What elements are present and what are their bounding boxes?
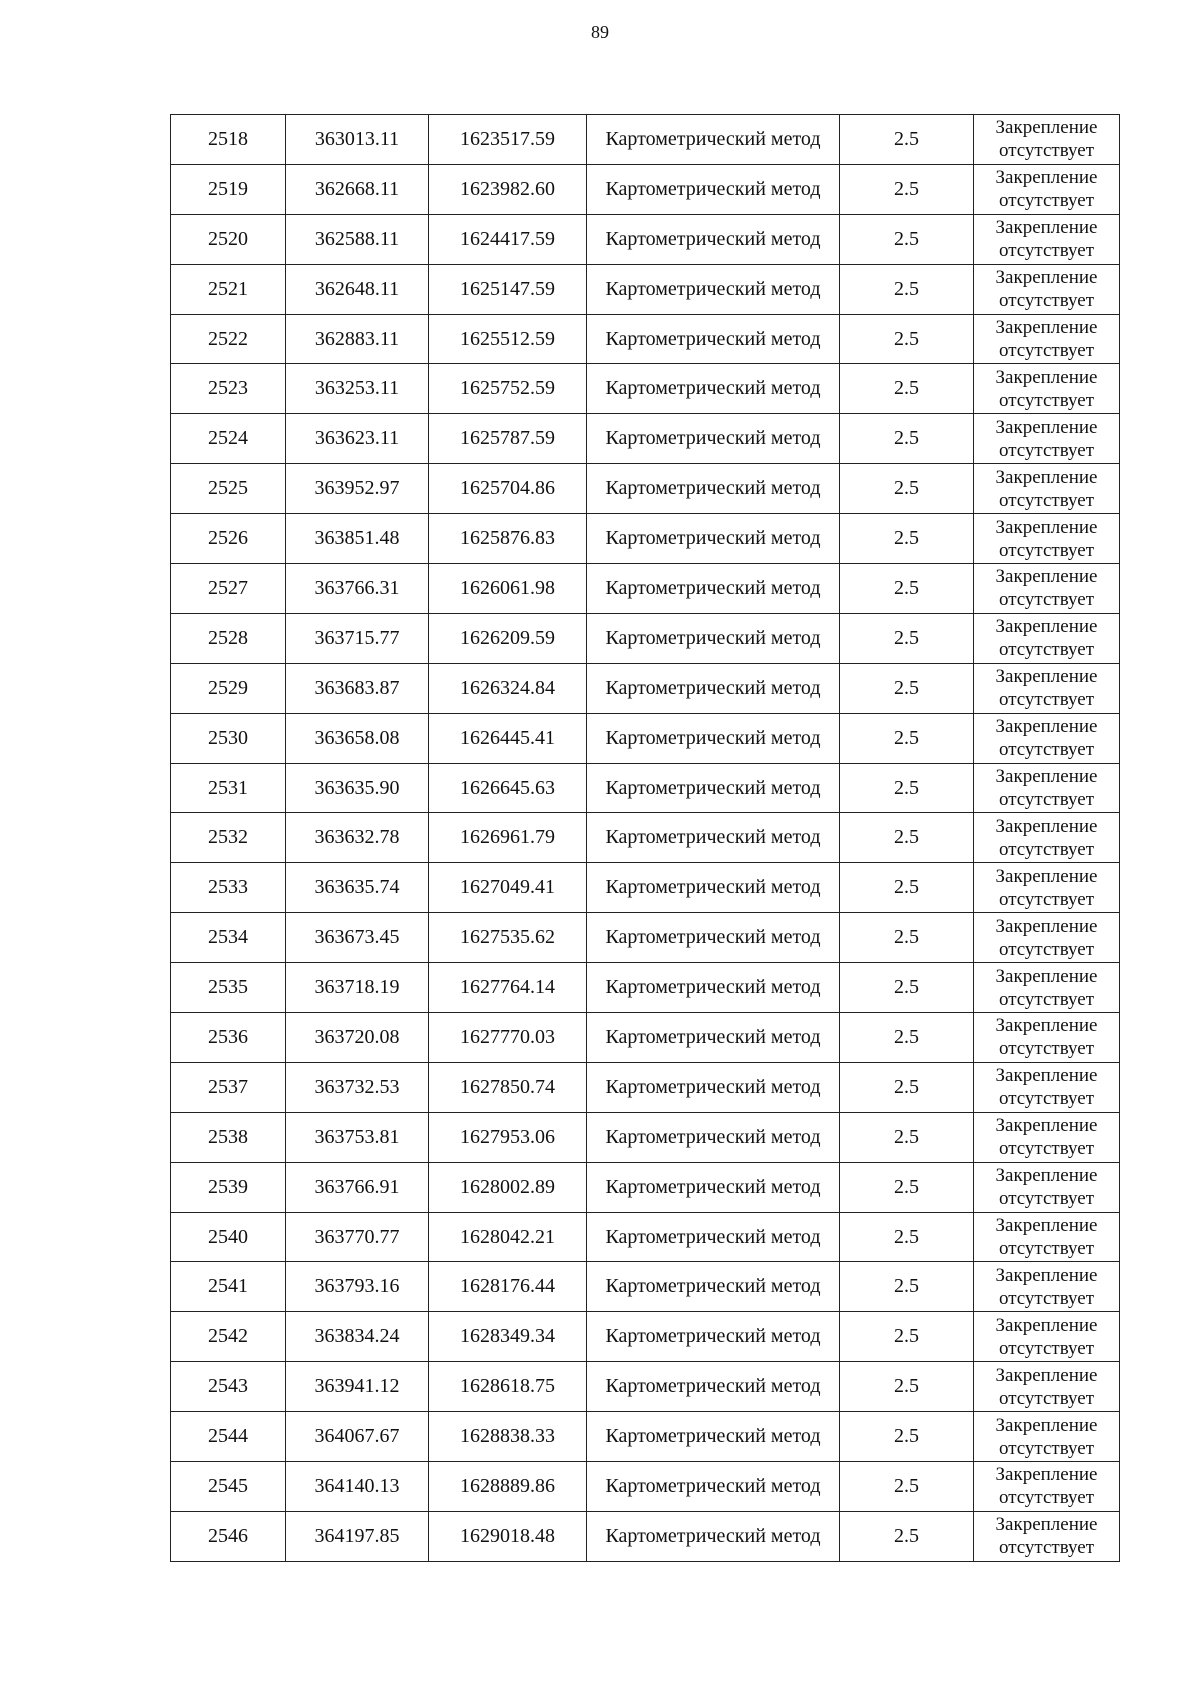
y-coordinate-cell: 1623982.60 xyxy=(429,164,587,214)
fixation-cell xyxy=(974,115,1120,165)
y-coordinate-cell: 1625787.59 xyxy=(429,414,587,464)
fixation-line-2: отсутствует xyxy=(998,489,1095,511)
method-cell: Картометрический метод xyxy=(587,813,840,863)
y-coordinate-cell: 1628002.89 xyxy=(429,1162,587,1212)
fixation-line-1: Закрепление xyxy=(995,1364,1098,1386)
point-number-cell: 2535 xyxy=(171,963,286,1013)
method-cell: Картометрический метод xyxy=(587,863,840,913)
method-cell: Картометрический метод xyxy=(587,115,840,165)
table-row xyxy=(171,663,1120,713)
x-coordinate-cell: 363683.87 xyxy=(286,663,429,713)
accuracy-cell: 2.5 xyxy=(840,164,974,214)
point-number-cell: 2543 xyxy=(171,1362,286,1412)
accuracy-cell: 2.5 xyxy=(840,1412,974,1462)
table-row xyxy=(171,414,1120,464)
x-coordinate-cell: 363952.97 xyxy=(286,464,429,514)
table-row xyxy=(171,1162,1120,1212)
accuracy-cell: 2.5 xyxy=(840,663,974,713)
method-cell: Картометрический метод xyxy=(587,464,840,514)
y-coordinate-cell: 1624417.59 xyxy=(429,214,587,264)
fixation-cell xyxy=(974,464,1120,514)
fixation-line-1: Закрепление xyxy=(995,317,1098,338)
fixation-line-1: Закрепление xyxy=(995,965,1098,987)
fixation-cell xyxy=(974,414,1120,464)
x-coordinate-cell: 363941.12 xyxy=(286,1362,429,1412)
table-row xyxy=(171,115,1120,165)
method-cell: Картометрический метод xyxy=(587,713,840,763)
method-cell: Картометрический метод xyxy=(587,1013,840,1063)
fixation-line-2: отсутствует xyxy=(998,240,1095,262)
accuracy-cell: 2.5 xyxy=(840,613,974,663)
point-number-cell: 2544 xyxy=(171,1412,286,1462)
fixation-cell xyxy=(974,1312,1120,1362)
fixation-line-2: отсутствует xyxy=(998,739,1095,761)
y-coordinate-cell: 1628176.44 xyxy=(429,1262,587,1312)
fixation-line-1: Закрепление xyxy=(995,516,1098,538)
fixation-line-2: отсутствует xyxy=(998,340,1095,361)
fixation-line-2: отсутствует xyxy=(998,1038,1095,1060)
fixation-cell xyxy=(974,1412,1120,1462)
table-row xyxy=(171,963,1120,1013)
accuracy-cell: 2.5 xyxy=(840,464,974,514)
y-coordinate-cell: 1627953.06 xyxy=(429,1112,587,1162)
accuracy-cell: 2.5 xyxy=(840,1013,974,1063)
table-row xyxy=(171,564,1120,614)
fixation-line-2: отсутствует xyxy=(998,539,1095,561)
fixation-line-1: Закрепление xyxy=(995,366,1098,388)
fixation-cell xyxy=(974,364,1120,414)
fixation-line-1: Закрепление xyxy=(995,167,1098,189)
y-coordinate-cell: 1626961.79 xyxy=(429,813,587,863)
x-coordinate-cell: 363753.81 xyxy=(286,1112,429,1162)
x-coordinate-cell: 363623.11 xyxy=(286,414,429,464)
y-coordinate-cell: 1628838.33 xyxy=(429,1412,587,1462)
x-coordinate-cell: 363834.24 xyxy=(286,1312,429,1362)
point-number-cell: 2534 xyxy=(171,913,286,963)
fixation-line-1: Закрепление xyxy=(995,1015,1098,1037)
fixation-cell xyxy=(974,264,1120,314)
accuracy-cell: 2.5 xyxy=(840,1462,974,1512)
fixation-cell xyxy=(974,1362,1120,1412)
fixation-line-2: отсутствует xyxy=(998,938,1095,960)
x-coordinate-cell: 363013.11 xyxy=(286,115,429,165)
fixation-cell xyxy=(974,1162,1120,1212)
point-number-cell: 2525 xyxy=(171,464,286,514)
point-number-cell: 2541 xyxy=(171,1262,286,1312)
y-coordinate-cell: 1626061.98 xyxy=(429,564,587,614)
x-coordinate-cell: 362668.11 xyxy=(286,164,429,214)
fixation-cell xyxy=(974,1062,1120,1112)
table-row xyxy=(171,1511,1120,1561)
x-coordinate-cell: 363635.74 xyxy=(286,863,429,913)
fixation-line-2: отсутствует xyxy=(998,439,1095,461)
method-cell: Картометрический метод xyxy=(587,564,840,614)
y-coordinate-cell: 1627049.41 xyxy=(429,863,587,913)
x-coordinate-cell: 363851.48 xyxy=(286,514,429,564)
table-row xyxy=(171,1013,1120,1063)
accuracy-cell: 2.5 xyxy=(840,1312,974,1362)
accuracy-cell: 2.5 xyxy=(840,264,974,314)
x-coordinate-cell: 363770.77 xyxy=(286,1212,429,1262)
accuracy-cell: 2.5 xyxy=(840,564,974,614)
fixation-cell xyxy=(974,763,1120,813)
fixation-line-2: отсутствует xyxy=(998,1337,1095,1359)
accuracy-cell: 2.5 xyxy=(840,713,974,763)
y-coordinate-cell: 1628889.86 xyxy=(429,1462,587,1512)
accuracy-cell: 2.5 xyxy=(840,913,974,963)
point-number-cell: 2537 xyxy=(171,1062,286,1112)
x-coordinate-cell: 363673.45 xyxy=(286,913,429,963)
accuracy-cell: 2.5 xyxy=(840,1511,974,1561)
table-row xyxy=(171,214,1120,264)
fixation-cell xyxy=(974,164,1120,214)
accuracy-cell: 2.5 xyxy=(840,863,974,913)
accuracy-cell: 2.5 xyxy=(840,1112,974,1162)
method-cell: Картометрический метод xyxy=(587,414,840,464)
y-coordinate-cell: 1627850.74 xyxy=(429,1062,587,1112)
fixation-line-2: отсутствует xyxy=(998,1437,1095,1459)
table-row xyxy=(171,1262,1120,1312)
fixation-line-1: Закрепление xyxy=(995,666,1098,688)
method-cell: Картометрический метод xyxy=(587,1112,840,1162)
point-number-cell: 2526 xyxy=(171,514,286,564)
x-coordinate-cell: 363718.19 xyxy=(286,963,429,1013)
x-coordinate-cell: 363732.53 xyxy=(286,1062,429,1112)
y-coordinate-cell: 1627535.62 xyxy=(429,913,587,963)
fixation-line-2: отсутствует xyxy=(998,789,1095,811)
y-coordinate-cell: 1625752.59 xyxy=(429,364,587,414)
accuracy-cell: 2.5 xyxy=(840,115,974,165)
fixation-line-1: Закрепление xyxy=(995,915,1098,937)
table-row xyxy=(171,613,1120,663)
y-coordinate-cell: 1625147.59 xyxy=(429,264,587,314)
fixation-line-1: Закрепление xyxy=(995,1414,1098,1436)
x-coordinate-cell: 363766.31 xyxy=(286,564,429,614)
fixation-cell xyxy=(974,514,1120,564)
point-number-cell: 2519 xyxy=(171,164,286,214)
y-coordinate-cell: 1628618.75 xyxy=(429,1362,587,1412)
point-number-cell: 2531 xyxy=(171,763,286,813)
table-row xyxy=(171,264,1120,314)
x-coordinate-cell: 363720.08 xyxy=(286,1013,429,1063)
point-number-cell: 2520 xyxy=(171,214,286,264)
point-number-cell: 2530 xyxy=(171,713,286,763)
fixation-line-2: отсутствует xyxy=(998,1387,1095,1409)
fixation-cell xyxy=(974,963,1120,1013)
fixation-line-2: отсутствует xyxy=(998,1537,1095,1559)
accuracy-cell: 2.5 xyxy=(840,1362,974,1412)
table-row xyxy=(171,763,1120,813)
fixation-cell xyxy=(974,713,1120,763)
fixation-line-2: отсутствует xyxy=(998,1138,1095,1160)
x-coordinate-cell: 363766.91 xyxy=(286,1162,429,1212)
x-coordinate-cell: 363253.11 xyxy=(286,364,429,414)
method-cell: Картометрический метод xyxy=(587,214,840,264)
table-row xyxy=(171,813,1120,863)
table-row xyxy=(171,863,1120,913)
coordinates-table xyxy=(170,114,1120,1562)
method-cell: Картометрический метод xyxy=(587,663,840,713)
fixation-line-1: Закрепление xyxy=(995,1264,1098,1286)
method-cell: Картометрический метод xyxy=(587,1462,840,1512)
accuracy-cell: 2.5 xyxy=(840,214,974,264)
point-number-cell: 2546 xyxy=(171,1511,286,1561)
x-coordinate-cell: 363793.16 xyxy=(286,1262,429,1312)
accuracy-cell: 2.5 xyxy=(840,364,974,414)
method-cell: Картометрический метод xyxy=(587,1162,840,1212)
table-row xyxy=(171,1112,1120,1162)
fixation-line-1: Закрепление xyxy=(995,117,1098,139)
fixation-line-2: отсутствует xyxy=(998,190,1095,212)
x-coordinate-cell: 362588.11 xyxy=(286,214,429,264)
fixation-line-2: отсутствует xyxy=(998,1088,1095,1110)
y-coordinate-cell: 1626209.59 xyxy=(429,613,587,663)
point-number-cell: 2538 xyxy=(171,1112,286,1162)
fixation-line-1: Закрепление xyxy=(995,416,1098,438)
point-number-cell: 2528 xyxy=(171,613,286,663)
y-coordinate-cell: 1627770.03 xyxy=(429,1013,587,1063)
table-body xyxy=(171,115,1120,1562)
table-row xyxy=(171,1312,1120,1362)
method-cell: Картометрический метод xyxy=(587,164,840,214)
point-number-cell: 2523 xyxy=(171,364,286,414)
accuracy-cell: 2.5 xyxy=(840,813,974,863)
x-coordinate-cell: 363635.90 xyxy=(286,763,429,813)
fixation-line-1: Закрепление xyxy=(995,815,1098,837)
fixation-line-2: отсутствует xyxy=(998,639,1095,661)
fixation-cell xyxy=(974,863,1120,913)
fixation-line-2: отсутствует xyxy=(998,888,1095,910)
y-coordinate-cell: 1625876.83 xyxy=(429,514,587,564)
point-number-cell: 2533 xyxy=(171,863,286,913)
fixation-line-1: Закрепление xyxy=(995,716,1098,738)
fixation-line-1: Закрепление xyxy=(995,865,1098,887)
point-number-cell: 2524 xyxy=(171,414,286,464)
fixation-line-2: отсутствует xyxy=(998,389,1095,411)
table-row xyxy=(171,364,1120,414)
method-cell: Картометрический метод xyxy=(587,1412,840,1462)
y-coordinate-cell: 1623517.59 xyxy=(429,115,587,165)
x-coordinate-cell: 363632.78 xyxy=(286,813,429,863)
x-coordinate-cell: 363715.77 xyxy=(286,613,429,663)
y-coordinate-cell: 1626324.84 xyxy=(429,663,587,713)
fixation-line-2: отсутствует xyxy=(998,838,1095,860)
fixation-cell xyxy=(974,1013,1120,1063)
fixation-cell xyxy=(974,1462,1120,1512)
table-row xyxy=(171,164,1120,214)
y-coordinate-cell: 1626645.63 xyxy=(429,763,587,813)
fixation-line-2: отсутствует xyxy=(998,1188,1095,1210)
method-cell: Картометрический метод xyxy=(587,514,840,564)
point-number-cell: 2539 xyxy=(171,1162,286,1212)
table-row xyxy=(171,464,1120,514)
fixation-cell xyxy=(974,1212,1120,1262)
fixation-line-1: Закрепление xyxy=(995,1215,1098,1237)
x-coordinate-cell: 364140.13 xyxy=(286,1462,429,1512)
table-row xyxy=(171,1362,1120,1412)
fixation-line-1: Закрепление xyxy=(995,1165,1098,1187)
fixation-line-1: Закрепление xyxy=(995,1514,1098,1536)
method-cell: Картометрический метод xyxy=(587,763,840,813)
accuracy-cell: 2.5 xyxy=(840,314,974,364)
point-number-cell: 2545 xyxy=(171,1462,286,1512)
fixation-cell xyxy=(974,663,1120,713)
fixation-line-1: Закрепление xyxy=(995,566,1098,588)
fixation-line-1: Закрепление xyxy=(995,217,1098,239)
fixation-line-2: отсутствует xyxy=(998,140,1095,162)
table-row xyxy=(171,1212,1120,1262)
x-coordinate-cell: 364197.85 xyxy=(286,1511,429,1561)
point-number-cell: 2536 xyxy=(171,1013,286,1063)
method-cell: Картометрический метод xyxy=(587,613,840,663)
fixation-cell xyxy=(974,1112,1120,1162)
y-coordinate-cell: 1626445.41 xyxy=(429,713,587,763)
fixation-line-1: Закрепление xyxy=(995,466,1098,488)
method-cell: Картометрический метод xyxy=(587,1362,840,1412)
point-number-cell: 2540 xyxy=(171,1212,286,1262)
accuracy-cell: 2.5 xyxy=(840,963,974,1013)
fixation-cell xyxy=(974,813,1120,863)
table-row xyxy=(171,1062,1120,1112)
method-cell: Картометрический метод xyxy=(587,963,840,1013)
table-row xyxy=(171,713,1120,763)
y-coordinate-cell: 1628349.34 xyxy=(429,1312,587,1362)
accuracy-cell: 2.5 xyxy=(840,414,974,464)
y-coordinate-cell: 1625512.59 xyxy=(429,314,587,364)
fixation-line-1: Закрепление xyxy=(995,1314,1098,1336)
table-row xyxy=(171,913,1120,963)
y-coordinate-cell: 1629018.48 xyxy=(429,1511,587,1561)
table-row xyxy=(171,1462,1120,1512)
fixation-line-1: Закрепление xyxy=(995,1065,1098,1087)
table-row xyxy=(171,314,1120,364)
x-coordinate-cell: 364067.67 xyxy=(286,1412,429,1462)
fixation-cell xyxy=(974,913,1120,963)
method-cell: Картометрический метод xyxy=(587,314,840,364)
fixation-line-2: отсутствует xyxy=(998,1238,1095,1260)
method-cell: Картометрический метод xyxy=(587,1212,840,1262)
point-number-cell: 2532 xyxy=(171,813,286,863)
fixation-line-1: Закрепление xyxy=(995,1464,1098,1486)
point-number-cell: 2522 xyxy=(171,314,286,364)
fixation-line-1: Закрепление xyxy=(995,766,1098,788)
point-number-cell: 2542 xyxy=(171,1312,286,1362)
fixation-line-1: Закрепление xyxy=(995,1115,1098,1137)
fixation-cell xyxy=(974,1262,1120,1312)
fixation-line-1: Закрепление xyxy=(995,267,1098,289)
page-number: 89 xyxy=(591,22,609,42)
method-cell: Картометрический метод xyxy=(587,1062,840,1112)
method-cell: Картометрический метод xyxy=(587,1511,840,1561)
fixation-cell xyxy=(974,214,1120,264)
accuracy-cell: 2.5 xyxy=(840,1162,974,1212)
fixation-line-2: отсутствует xyxy=(998,988,1095,1010)
fixation-line-2: отсутствует xyxy=(998,689,1095,711)
method-cell: Картометрический метод xyxy=(587,1312,840,1362)
y-coordinate-cell: 1625704.86 xyxy=(429,464,587,514)
method-cell: Картометрический метод xyxy=(587,1262,840,1312)
fixation-line-2: отсутствует xyxy=(998,1487,1095,1509)
table-row xyxy=(171,1412,1120,1462)
x-coordinate-cell: 362648.11 xyxy=(286,264,429,314)
fixation-line-1: Закрепление xyxy=(995,616,1098,638)
x-coordinate-cell: 363658.08 xyxy=(286,713,429,763)
method-cell: Картометрический метод xyxy=(587,264,840,314)
fixation-line-2: отсутствует xyxy=(998,290,1095,312)
fixation-line-2: отсутствует xyxy=(998,589,1095,611)
point-number-cell: 2527 xyxy=(171,564,286,614)
table-row xyxy=(171,514,1120,564)
y-coordinate-cell: 1628042.21 xyxy=(429,1212,587,1262)
method-cell: Картометрический метод xyxy=(587,364,840,414)
fixation-cell xyxy=(974,1511,1120,1561)
fixation-cell xyxy=(974,613,1120,663)
accuracy-cell: 2.5 xyxy=(840,1062,974,1112)
accuracy-cell: 2.5 xyxy=(840,1262,974,1312)
method-cell: Картометрический метод xyxy=(587,913,840,963)
y-coordinate-cell: 1627764.14 xyxy=(429,963,587,1013)
point-number-cell: 2518 xyxy=(171,115,286,165)
fixation-line-2: отсутствует xyxy=(998,1287,1095,1309)
point-number-cell: 2521 xyxy=(171,264,286,314)
fixation-cell xyxy=(974,314,1120,364)
fixation-cell xyxy=(974,564,1120,614)
accuracy-cell: 2.5 xyxy=(840,763,974,813)
x-coordinate-cell: 362883.11 xyxy=(286,314,429,364)
accuracy-cell: 2.5 xyxy=(840,514,974,564)
accuracy-cell: 2.5 xyxy=(840,1212,974,1262)
point-number-cell: 2529 xyxy=(171,663,286,713)
